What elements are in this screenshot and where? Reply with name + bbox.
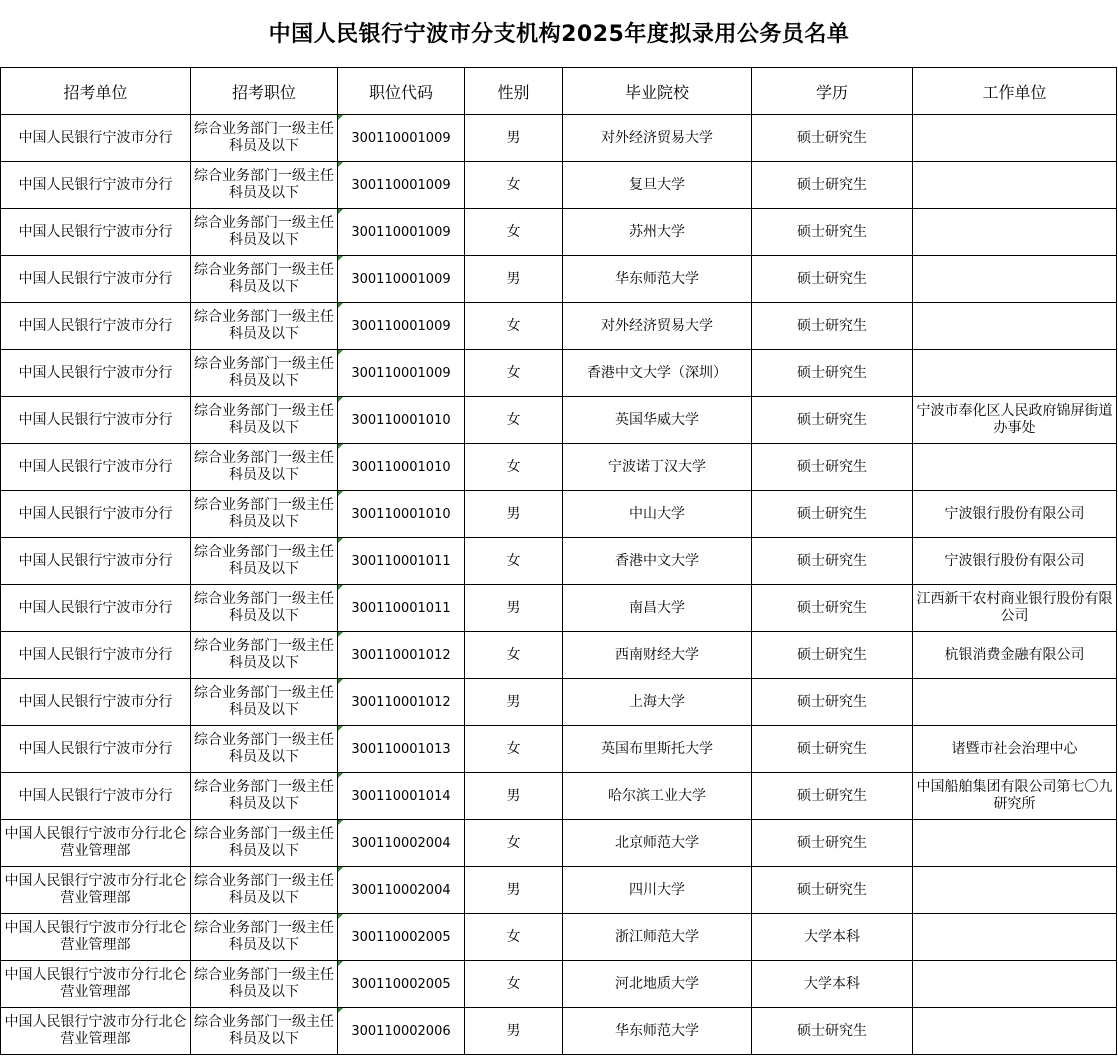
cell-gender: 男: [465, 867, 563, 914]
cell-degree: 硕士研究生: [752, 303, 913, 350]
cell-school: 华东师范大学: [563, 1008, 752, 1055]
cell-school: 四川大学: [563, 867, 752, 914]
cell-unit: 中国人民银行宁波市分行: [1, 679, 191, 726]
table-row: [1, 914, 1117, 961]
cell-employer: [913, 115, 1117, 162]
cell-position: 综合业务部门一级主任科员及以下: [191, 162, 338, 209]
cell-school: 苏州大学: [563, 209, 752, 256]
cell-gender: 男: [465, 256, 563, 303]
cell-school: 南昌大学: [563, 585, 752, 632]
table-row: [1, 209, 1117, 256]
column-header-code: 职位代码: [338, 68, 465, 115]
table-row: [1, 867, 1117, 914]
cell-employer: 中国船舶集团有限公司第七〇九研究所: [913, 773, 1117, 820]
table-row: [1, 397, 1117, 444]
cell-degree: 硕士研究生: [752, 491, 913, 538]
table-row: [1, 256, 1117, 303]
cell-school: 香港中文大学: [563, 538, 752, 585]
column-header-unit: 招考单位: [1, 68, 191, 115]
cell-position: 综合业务部门一级主任科员及以下: [191, 256, 338, 303]
cell-gender: 女: [465, 444, 563, 491]
cell-unit: 中国人民银行宁波市分行: [1, 397, 191, 444]
table-row: [1, 444, 1117, 491]
cell-position-code: 300110001014: [338, 773, 465, 820]
cell-degree: 硕士研究生: [752, 397, 913, 444]
cell-school: 河北地质大学: [563, 961, 752, 1008]
cell-school: 复旦大学: [563, 162, 752, 209]
cell-gender: 女: [465, 961, 563, 1008]
cell-gender: 女: [465, 397, 563, 444]
cell-employer: 诸暨市社会治理中心: [913, 726, 1117, 773]
cell-unit: 中国人民银行宁波市分行: [1, 491, 191, 538]
cell-school: 英国布里斯托大学: [563, 726, 752, 773]
cell-position-code: 300110001009: [338, 209, 465, 256]
table-row: [1, 162, 1117, 209]
cell-degree: 硕士研究生: [752, 726, 913, 773]
cell-position: 综合业务部门一级主任科员及以下: [191, 773, 338, 820]
cell-school: 中山大学: [563, 491, 752, 538]
cell-position: 综合业务部门一级主任科员及以下: [191, 444, 338, 491]
cell-employer: [913, 914, 1117, 961]
cell-employer: [913, 162, 1117, 209]
cell-position: 综合业务部门一级主任科员及以下: [191, 820, 338, 867]
table-row: [1, 491, 1117, 538]
cell-employer: 宁波银行股份有限公司: [913, 538, 1117, 585]
cell-position-code: 300110002006: [338, 1008, 465, 1055]
cell-gender: 女: [465, 538, 563, 585]
cell-degree: 硕士研究生: [752, 773, 913, 820]
cell-degree: 大学本科: [752, 961, 913, 1008]
cell-school: 西南财经大学: [563, 632, 752, 679]
cell-unit: 中国人民银行宁波市分行: [1, 350, 191, 397]
cell-position-code: 300110002004: [338, 867, 465, 914]
cell-gender: 女: [465, 820, 563, 867]
cell-position-code: 300110002004: [338, 820, 465, 867]
cell-position-code: 300110002005: [338, 961, 465, 1008]
cell-position-code: 300110001009: [338, 115, 465, 162]
cell-unit: 中国人民银行宁波市分行: [1, 256, 191, 303]
cell-unit: 中国人民银行宁波市分行北仑营业管理部: [1, 914, 191, 961]
cell-degree: 硕士研究生: [752, 1008, 913, 1055]
cell-degree: 硕士研究生: [752, 867, 913, 914]
table-row: [1, 538, 1117, 585]
cell-employer: 宁波市奉化区人民政府锦屏街道办事处: [913, 397, 1117, 444]
cell-employer: 江西新干农村商业银行股份有限公司: [913, 585, 1117, 632]
cell-position-code: 300110001011: [338, 538, 465, 585]
cell-degree: 硕士研究生: [752, 162, 913, 209]
cell-position: 综合业务部门一级主任科员及以下: [191, 115, 338, 162]
cell-position-code: 300110001009: [338, 256, 465, 303]
table-row: [1, 961, 1117, 1008]
cell-position-code: 300110001012: [338, 632, 465, 679]
cell-gender: 男: [465, 773, 563, 820]
cell-position-code: 300110001010: [338, 397, 465, 444]
cell-gender: 女: [465, 632, 563, 679]
cell-employer: [913, 444, 1117, 491]
cell-unit: 中国人民银行宁波市分行: [1, 209, 191, 256]
cell-degree: 大学本科: [752, 914, 913, 961]
cell-unit: 中国人民银行宁波市分行北仑营业管理部: [1, 867, 191, 914]
cell-employer: [913, 679, 1117, 726]
cell-unit: 中国人民银行宁波市分行北仑营业管理部: [1, 1008, 191, 1055]
cell-employer: [913, 303, 1117, 350]
cell-gender: 女: [465, 726, 563, 773]
cell-position: 综合业务部门一级主任科员及以下: [191, 491, 338, 538]
cell-gender: 男: [465, 679, 563, 726]
cell-position-code: 300110001010: [338, 444, 465, 491]
cell-school: 哈尔滨工业大学: [563, 773, 752, 820]
cell-position: 综合业务部门一级主任科员及以下: [191, 350, 338, 397]
column-header-employer: 工作单位: [913, 68, 1117, 115]
cell-unit: 中国人民银行宁波市分行: [1, 303, 191, 350]
table-row: [1, 726, 1117, 773]
cell-gender: 女: [465, 209, 563, 256]
table-row: [1, 115, 1117, 162]
cell-degree: 硕士研究生: [752, 256, 913, 303]
cell-position-code: 300110002005: [338, 914, 465, 961]
cell-position: 综合业务部门一级主任科员及以下: [191, 209, 338, 256]
cell-degree: 硕士研究生: [752, 444, 913, 491]
cell-unit: 中国人民银行宁波市分行北仑营业管理部: [1, 820, 191, 867]
cell-position: 综合业务部门一级主任科员及以下: [191, 726, 338, 773]
cell-position: 综合业务部门一级主任科员及以下: [191, 867, 338, 914]
table-row: [1, 350, 1117, 397]
table-row: [1, 820, 1117, 867]
cell-gender: 女: [465, 162, 563, 209]
cell-degree: 硕士研究生: [752, 679, 913, 726]
cell-position: 综合业务部门一级主任科员及以下: [191, 632, 338, 679]
cell-employer: [913, 867, 1117, 914]
cell-unit: 中国人民银行宁波市分行: [1, 726, 191, 773]
cell-employer: 杭银消费金融有限公司: [913, 632, 1117, 679]
cell-unit: 中国人民银行宁波市分行: [1, 585, 191, 632]
cell-employer: [913, 1008, 1117, 1055]
cell-unit: 中国人民银行宁波市分行: [1, 444, 191, 491]
table-row: [1, 679, 1117, 726]
cell-degree: 硕士研究生: [752, 585, 913, 632]
cell-unit: 中国人民银行宁波市分行: [1, 538, 191, 585]
cell-position-code: 300110001009: [338, 350, 465, 397]
column-header-school: 毕业院校: [563, 68, 752, 115]
cell-position-code: 300110001013: [338, 726, 465, 773]
cell-school: 香港中文大学（深圳）: [563, 350, 752, 397]
table-row: [1, 303, 1117, 350]
candidate-table: [0, 67, 1117, 1055]
cell-position: 综合业务部门一级主任科员及以下: [191, 961, 338, 1008]
cell-unit: 中国人民银行宁波市分行北仑营业管理部: [1, 961, 191, 1008]
cell-school: 浙江师范大学: [563, 914, 752, 961]
cell-gender: 女: [465, 303, 563, 350]
table-row: [1, 632, 1117, 679]
cell-gender: 女: [465, 350, 563, 397]
cell-position-code: 300110001010: [338, 491, 465, 538]
cell-gender: 女: [465, 914, 563, 961]
cell-position: 综合业务部门一级主任科员及以下: [191, 585, 338, 632]
cell-employer: [913, 961, 1117, 1008]
cell-position: 综合业务部门一级主任科员及以下: [191, 1008, 338, 1055]
cell-employer: [913, 820, 1117, 867]
page-title: 中国人民银行宁波市分支机构2025年度拟录用公务员名单: [268, 22, 850, 47]
table-header-row: [1, 68, 1117, 115]
cell-employer: [913, 350, 1117, 397]
cell-degree: 硕士研究生: [752, 115, 913, 162]
cell-position-code: 300110001009: [338, 303, 465, 350]
cell-unit: 中国人民银行宁波市分行: [1, 632, 191, 679]
cell-gender: 男: [465, 1008, 563, 1055]
cell-degree: 硕士研究生: [752, 209, 913, 256]
cell-position-code: 300110001012: [338, 679, 465, 726]
column-header-degree: 学历: [752, 68, 913, 115]
cell-employer: [913, 209, 1117, 256]
table-row: [1, 585, 1117, 632]
cell-gender: 男: [465, 115, 563, 162]
cell-school: 对外经济贸易大学: [563, 303, 752, 350]
cell-unit: 中国人民银行宁波市分行: [1, 773, 191, 820]
cell-position: 综合业务部门一级主任科员及以下: [191, 397, 338, 444]
column-header-position: 招考职位: [191, 68, 338, 115]
cell-unit: 中国人民银行宁波市分行: [1, 115, 191, 162]
cell-employer: 宁波银行股份有限公司: [913, 491, 1117, 538]
cell-degree: 硕士研究生: [752, 632, 913, 679]
cell-degree: 硕士研究生: [752, 820, 913, 867]
cell-employer: [913, 256, 1117, 303]
cell-gender: 男: [465, 491, 563, 538]
column-header-gender: 性别: [465, 68, 563, 115]
cell-school: 北京师范大学: [563, 820, 752, 867]
cell-school: 华东师范大学: [563, 256, 752, 303]
table-row: [1, 1008, 1117, 1055]
cell-school: 宁波诺丁汉大学: [563, 444, 752, 491]
table-row: [1, 773, 1117, 820]
cell-position: 综合业务部门一级主任科员及以下: [191, 303, 338, 350]
cell-unit: 中国人民银行宁波市分行: [1, 162, 191, 209]
cell-position-code: 300110001009: [338, 162, 465, 209]
cell-degree: 硕士研究生: [752, 350, 913, 397]
cell-degree: 硕士研究生: [752, 538, 913, 585]
cell-position: 综合业务部门一级主任科员及以下: [191, 679, 338, 726]
cell-school: 对外经济贸易大学: [563, 115, 752, 162]
cell-position: 综合业务部门一级主任科员及以下: [191, 538, 338, 585]
cell-school: 英国华威大学: [563, 397, 752, 444]
cell-position-code: 300110001011: [338, 585, 465, 632]
cell-gender: 男: [465, 585, 563, 632]
cell-school: 上海大学: [563, 679, 752, 726]
table-body: [1, 115, 1117, 1055]
cell-position: 综合业务部门一级主任科员及以下: [191, 914, 338, 961]
